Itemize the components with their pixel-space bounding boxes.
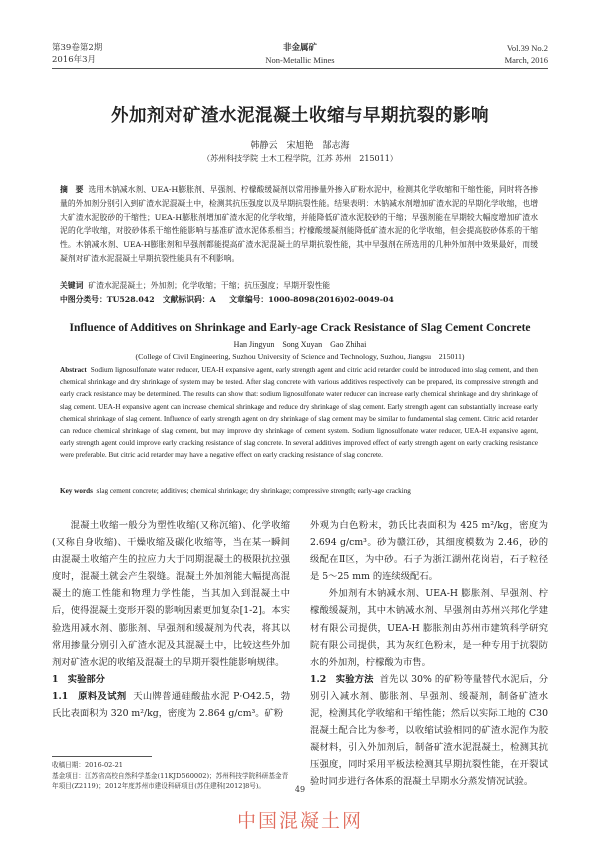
abstract-zh bbox=[60, 183, 538, 266]
page-number: 49 bbox=[294, 785, 306, 794]
additives-paragraph: 外加剂有木钠减水剂、UEA-H 膨胀剂、早强剂、柠檬酸缓凝剂，其中木钠减水剂、早强剂由苏州兴邦化学建材有限公司提供，UEA-H 膨胀剂由苏州市建筑科学研究院有限公司提供，其为灰红色粉末，是一种专用于抗裂防水的外加剂，柠檬酸为市售。 bbox=[310, 588, 548, 668]
materials-paragraph bbox=[52, 688, 290, 722]
english-keywords bbox=[60, 485, 538, 497]
date-en: March, 2016 bbox=[504, 55, 548, 65]
body-left-column bbox=[52, 517, 290, 722]
clc-label: 中图分类号： bbox=[60, 295, 107, 304]
paper-title: 外加剂对矿渣水泥混凝土收缩与早期抗裂的影响 bbox=[111, 106, 489, 126]
english-abstract-label: Abstract bbox=[60, 366, 87, 374]
journal-volume-en bbox=[505, 42, 548, 66]
article-id-value: 1000-8098(2016)02-0049-04 bbox=[268, 295, 394, 304]
english-abstract bbox=[60, 364, 538, 462]
method-text: 首先以 30% 的矿粉等量替代水泥后，分别引入减水剂、膨胀剂、早强剂、缓凝剂，制备矿渣水泥，检测其化学收缩和干缩性能；然后以实际工地的 C30 混凝土配合比为参考，以收缩试验相同的矿渣水泥作为胶凝材料，引入外加剂后，制备矿渣水泥混凝土，检测其抗压强度，同时采用平板法检测其早期抗裂性能，在开裂试验时同步进行各体系的混凝土早期水分蒸发情况试验。 bbox=[310, 673, 548, 788]
classification-line bbox=[60, 294, 538, 306]
fund-info: 基金项目：江苏省高校自然科学基金(11KJD560002)；苏州科技学院科研基金青年项目(Z2119)；2012年度苏州市建设科研项目(苏住建科[2012]8号)。 bbox=[52, 771, 289, 790]
watermark: 中国混凝土网 bbox=[236, 810, 363, 832]
abstract-zh-text: 选用木钠减水剂、UEA-H膨胀剂、早强剂、柠檬酸缓凝剂以常用掺量外掺入矿粉水泥中，检测其化学收缩和干缩性能，同时将各掺量的外加剂分别引入到矿渣水泥混凝土中，检测其抗压强度以及早期抗裂性能。结果表明：木钠减水剂增加矿渣水泥的早期化学收缩，也增大矿渣水泥胶砂的干缩性；UEA-H膨胀剂增加矿渣水泥的化学收缩，并能降低矿渣水泥胶砂的干缩；早强剂能在早期较大幅度增加矿渣水泥的化学收缩，对胶砂体系干缩性能影响与基准矿渣水泥体系相当；柠檬酸缓凝剂能降低矿渣水泥的化学收缩，但会提高胶砂体系的干缩性。木钠减水剂、UEA-H膨胀剂和早强剂都能提高矿渣水泥混凝土的早期抗裂性能，其中早强剂在所选用的几种外加剂中效果最好，而缓凝剂对矿渣水泥混凝土早期抗裂性能具有不利影响。 bbox=[60, 185, 539, 263]
english-keywords-text: slag cement concrete; additives; chemical shrinkage; dry shrinkage; compressive strength; early-age cracking bbox=[96, 487, 411, 495]
journal-name-zh: 非金属矿 bbox=[282, 43, 317, 53]
english-authors: Han Jingyun Song Xuyan Gao Zhihai bbox=[233, 340, 367, 349]
footnote-rule bbox=[52, 756, 152, 757]
header-rule bbox=[52, 68, 548, 69]
received-date: 收稿日期：2016-02-21 bbox=[52, 761, 123, 769]
subsection-heading-materials: 1.1 原料及试剂 bbox=[52, 690, 127, 702]
english-title: Influence of Additives on Shrinkage and Early-age Crack Resistance of Slag Cement Concrete bbox=[69, 322, 531, 334]
journal-name-en: Non-Metallic Mines bbox=[265, 55, 335, 65]
method-paragraph bbox=[310, 671, 548, 791]
subsection-heading-method: 1.2 实验方法 bbox=[310, 673, 374, 685]
abstract-zh-label: 摘 要 bbox=[60, 185, 84, 194]
doc-code-value: A bbox=[209, 295, 216, 304]
english-keywords-label: Key words bbox=[60, 487, 93, 495]
intro-paragraph: 混凝土收缩一般分为塑性收缩(又称沉缩)、化学收缩(又称自身收缩)、干燥收缩及碳化收缩等，当在某一瞬间由混凝土收缩产生的拉应力大于同期混凝土的极限抗拉强度时，混凝土就会产生裂缝。混凝土外加剂能大幅提高混凝土的施工性能和物理力学性能，当其加入到混凝土中后，使得混凝土变形开裂的影响因素更加复杂[1-2]。本实验选用减水剂、膨胀剂、早强剂和缓凝剂为代表，将其以常用掺量分别引入矿渣水泥及其混凝土中，比较这些外加剂对矿渣水泥的收缩及混凝土的早期开裂性能影响规律。 bbox=[52, 520, 290, 668]
volume-issue-zh: 第39卷第2期 bbox=[52, 43, 103, 53]
keywords-zh bbox=[60, 280, 538, 292]
materials-continued: 外观为白色粉末，勃氏比表面积为 425 m²/kg，密度为 2.694 g/cm³。砂为赣江砂，其细度模数为 2.46，砂的级配在Ⅱ区，为中砂。石子为浙江湖州花岗岩，石子粒径是 5～25 mm 的连续级配石。 bbox=[310, 520, 548, 583]
materials-text: 天山牌普通硅酸盐水泥 P·O42.5，勃氏比表面积为 320 m²/kg，密度为 2.864 g/cm³。矿粉 bbox=[52, 690, 290, 720]
doc-code-label: 文献标识码： bbox=[162, 295, 210, 304]
english-affiliation: (College of Civil Engineering, Suzhou University of Science and Technology, Suzhou, Jiangsu 215011) bbox=[135, 352, 465, 361]
affiliation: （苏州科技学院 土木工程学院，江苏 苏州 215011） bbox=[202, 154, 398, 163]
keywords-zh-text: 矿渣水泥混凝土；外加剂；化学收缩；干缩；抗压强度；早期开裂性能 bbox=[88, 281, 331, 290]
volume-issue-en: Vol.39 No.2 bbox=[506, 43, 548, 53]
section-heading-experiment: 1 实验部分 bbox=[52, 673, 105, 685]
keywords-zh-label: 关键词 bbox=[60, 281, 84, 290]
article-id-label: 文章编号： bbox=[229, 295, 269, 304]
english-abstract-text: Sodium lignosulfonate water reducer, UEA-H expansive agent, early strength agent and citric acid retarder could be introduced into slag cement, and then chemical shrinkage and dry shrinkage of system may be tested. After slag concrete with various additives respectively can be prepared, its compressive strength and early crack resistance may be determined. The results can show that: sodium lignosulfonate water reducer can increase early chemical shrinkage and dry shrinkage of slag cement. UEA-H expansive agent can increase chemical shrinkage and reduce dry shrinkage of slag cement. Early strength agent can substantially increase early chemical shrinkage of slag cement. Influence of early strength agent on dry shrinkage of slag cement may be similar to fundamental slag cement. Citric acid retarder can reduce chemical shrinkage of slag cement, but may improve dry shrinkage of cement system. Sodium lignosulfonate water reducer, UEA-H expansive agent, early strength agent could improve early cracking resistance of slag concrete. In several additives improved effect of early strength agent on early cracking resistance were preferable. But citric acid retarder may have a negative effect on early cracking resistance of slag concrete. bbox=[60, 366, 538, 460]
clc-value: TU528.042 bbox=[106, 295, 155, 304]
body-right-column bbox=[310, 517, 548, 791]
date-zh: 2016年3月 bbox=[52, 55, 97, 65]
authors: 韩静云 宋旭艳 郜志海 bbox=[250, 141, 350, 151]
